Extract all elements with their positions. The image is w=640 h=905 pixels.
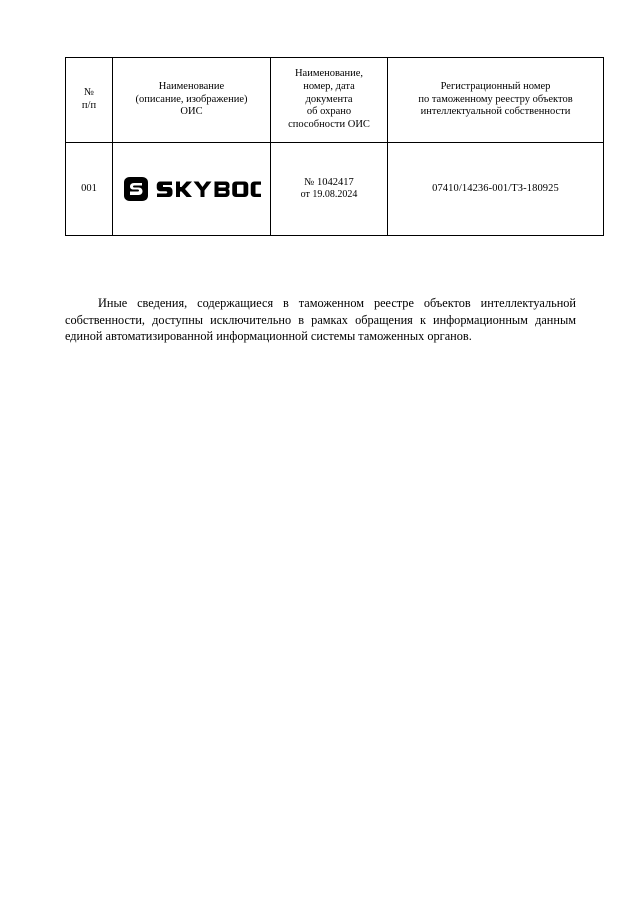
column-header-registration: [388, 58, 604, 143]
column-header-number-line2: п/п: [81, 100, 97, 111]
skyboom-logo-icon: [123, 176, 261, 202]
cell-row-number: 001: [66, 143, 113, 236]
column-header-number-line1: №: [83, 87, 95, 99]
ois-registry-table: [65, 57, 604, 236]
cell-registration-number: 07410/14236-001/ТЗ-180925: [388, 143, 604, 236]
column-header-registration-line2: по таможенному реестру объектов: [418, 93, 573, 105]
cell-protection-document: [271, 143, 388, 236]
column-header-name-line1: Наименование: [158, 80, 225, 92]
document-date: от 19.08.2024: [300, 189, 358, 201]
column-header-document-line2: номер, дата: [303, 80, 355, 92]
column-header-name: [113, 58, 271, 143]
table-header-row: [66, 58, 604, 143]
skyboom-logo: [116, 176, 267, 202]
document-number: № 1042417: [304, 176, 354, 188]
column-header-name-line3: ОИС: [180, 106, 203, 118]
table-body: [66, 143, 604, 236]
column-header-registration-line1: Регистрационный номер: [440, 80, 551, 92]
column-header-document: [271, 58, 388, 143]
column-header-document-line1: Наименование,: [294, 68, 364, 79]
table-header: [66, 58, 604, 143]
cell-trademark-image: [113, 143, 271, 236]
additional-info-paragraph: Иные сведения, содержащиеся в таможенном реестре объектов интеллектуальной собственности, доступны исключительно в рамках обращения к информационным данным единой автоматизированной информационной системы таможенных органов.: [65, 296, 576, 343]
column-header-document-line3: документа: [305, 93, 353, 105]
column-header-document-line4: об охрано: [306, 106, 352, 118]
column-header-name-line2: (описание, изображение): [135, 93, 248, 105]
table-row: [66, 143, 604, 236]
column-header-document-line5: способности ОИС: [288, 119, 370, 131]
column-header-number: [66, 58, 113, 143]
column-header-registration-line3: интеллектуальной собственности: [420, 106, 571, 118]
